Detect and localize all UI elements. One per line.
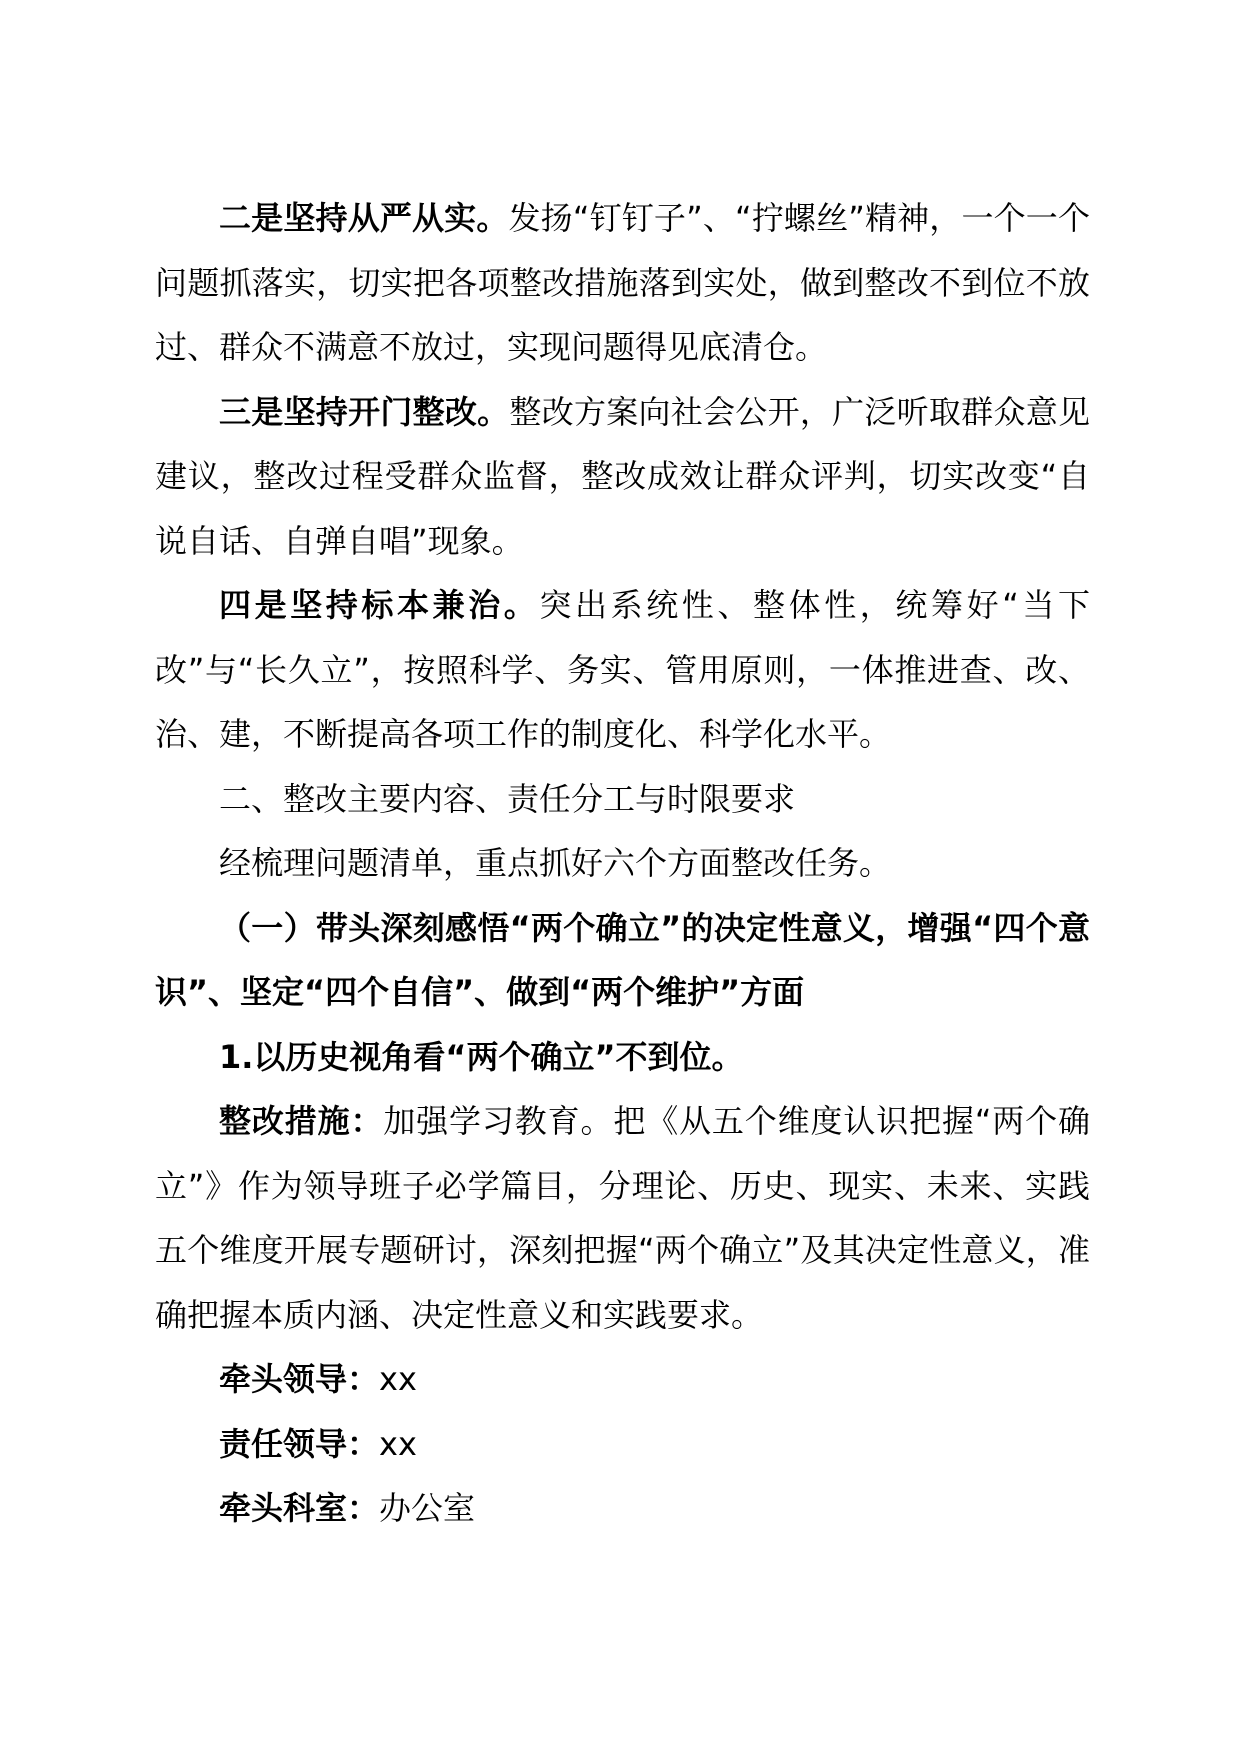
field-label: 牵头科室： — [219, 1489, 380, 1527]
field-value: 办公室 — [379, 1489, 476, 1527]
principle-lead: 三是坚持开门整改。 — [219, 392, 510, 431]
field-value: xx — [379, 1360, 417, 1398]
subsection-heading: （一）带头深刻感悟“两个确立”的决定性意义，增强“四个意识”、坚定“四个自信”、做到“两个维护”方面 — [155, 908, 1090, 1011]
measures-text: 加强学习教育。把《从五个维度认识把握“两个确立”》作为领导班子必学篇目，分理论、历史、现实、未来、实践五个维度开展专题研讨，深刻把握“两个确立”及其决定性意义，准确把握本质内涵、决定性意义和实践要求。 — [155, 1102, 1090, 1334]
principle-paragraph-3 — [155, 380, 1090, 574]
section-intro: 经梳理问题清单，重点抓好六个方面整改任务。 — [219, 844, 892, 882]
principle-lead: 二是坚持从严从实。 — [219, 199, 509, 237]
principle-lead: 四是坚持标本兼治。 — [219, 586, 540, 624]
field-lead-office — [155, 1476, 1090, 1541]
principle-body: 整改方案向社会公开，广泛听取群众意见建议，整改过程受群众监督，整改成效让群众评判，切实改变“自说自话、自弹自唱”现象。 — [155, 392, 1090, 560]
field-responsible-leader — [155, 1412, 1090, 1477]
item-heading: 1.以历史视角看“两个确立”不到位。 — [219, 1037, 744, 1076]
principle-body: 突出系统性、整体性，统筹好“当下改”与“长久立”，按照科学、务实、管用原则，一体推进查、改、治、建，不断提高各项工作的制度化、科学化水平。 — [155, 586, 1090, 753]
section-heading: 二、整改主要内容、责任分工与时限要求 — [219, 779, 796, 818]
field-label: 责任领导： — [219, 1424, 380, 1463]
measures-label: 整改措施： — [219, 1102, 384, 1140]
document-page — [155, 186, 1090, 1541]
principle-body: 发扬“钉钉子”、“拧螺丝”精神，一个一个问题抓落实，切实把各项整改措施落到实处，做到整改不到位不放过、群众不满意不放过，实现问题得见底清仓。 — [155, 199, 1090, 366]
field-lead-leader — [155, 1347, 1090, 1412]
field-label: 牵头领导： — [219, 1360, 380, 1398]
principle-paragraph-4 — [155, 573, 1090, 767]
principle-paragraph-2 — [155, 186, 1090, 380]
measures-paragraph — [155, 1089, 1090, 1347]
field-value: xx — [379, 1424, 417, 1463]
